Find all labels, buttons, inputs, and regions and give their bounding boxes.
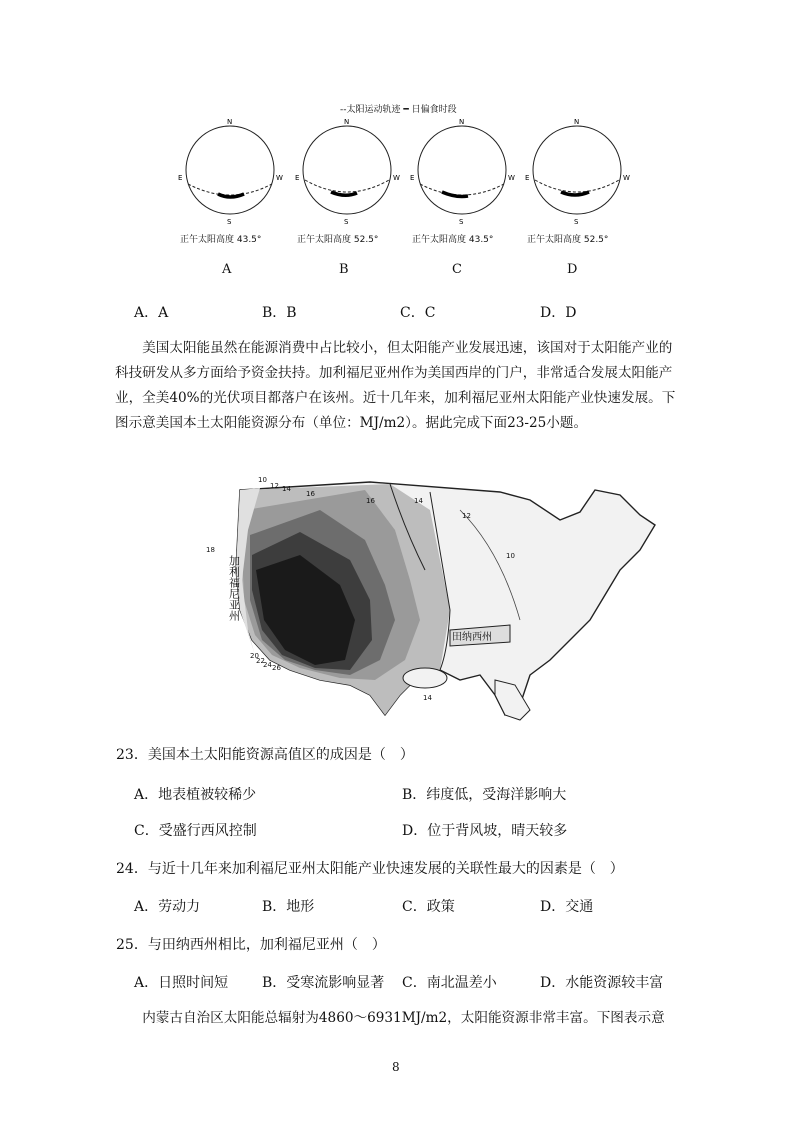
north-label: N <box>227 118 233 126</box>
contour-label: 22 <box>256 657 265 665</box>
contour-label: 10 <box>258 476 267 484</box>
contour-label: 26 <box>272 664 281 672</box>
contour-label: 14 <box>414 497 423 505</box>
q25-option-c[interactable]: C．南北温差小 <box>402 975 497 991</box>
passage-text: 内蒙古自治区太阳能总辐射为4860～6931MJ/m2，太阳能资源非常丰富。下图表示意 <box>142 1010 665 1026</box>
diagram-letter: C <box>452 262 462 277</box>
noon-sun-altitude-caption: 正午太阳高度 43.5° <box>412 235 494 245</box>
south-label: S <box>227 218 232 226</box>
noon-sun-altitude-caption: 正午太阳高度 52.5° <box>297 235 379 245</box>
contour-label: 12 <box>462 512 471 520</box>
south-label: S <box>344 218 349 226</box>
contour-label: 18 <box>206 546 215 554</box>
q25-option-d[interactable]: D．水能资源较丰富 <box>540 975 664 991</box>
noon-sun-altitude-caption: 正午太阳高度 52.5° <box>527 235 609 245</box>
sun-track <box>420 184 504 195</box>
q24-option-a[interactable]: A．劳动力 <box>134 899 201 915</box>
north-label: N <box>574 118 580 126</box>
eclipse-segment <box>331 192 357 195</box>
east-label: E <box>295 174 300 182</box>
q25-option-a[interactable]: A．日照时间短 <box>134 975 229 991</box>
sun-track <box>535 180 619 192</box>
q22-option-c[interactable]: C．C <box>400 305 436 321</box>
contour-label: 10 <box>506 552 515 560</box>
q23-option-d[interactable]: D．位于背风坡，晴天较多 <box>402 823 568 839</box>
north-label: N <box>344 118 350 126</box>
usa-solar-map <box>200 470 670 725</box>
diagram-letter: B <box>339 262 349 277</box>
california-label: 加利福尼亚州 <box>227 555 241 621</box>
q23-option-a[interactable]: A．地表植被较稀少 <box>134 787 257 803</box>
q23-option-b[interactable]: B．纬度低，受海洋影响大 <box>402 787 567 803</box>
sun-path-diagram-c <box>402 118 522 248</box>
q24-option-d[interactable]: D．交通 <box>540 899 594 915</box>
passage-inner-mongolia <box>115 1006 680 1031</box>
q22-option-a[interactable]: A．A <box>134 305 169 321</box>
north-label: N <box>459 118 465 126</box>
west-label: W <box>508 174 515 182</box>
south-label: S <box>574 218 579 226</box>
eclipse-segment <box>218 194 244 197</box>
sun-path-svg <box>517 118 637 230</box>
q24-option-b[interactable]: B．地形 <box>262 899 315 915</box>
east-label: E <box>178 174 183 182</box>
contour-label: 12 <box>270 482 279 490</box>
west-label: W <box>276 174 283 182</box>
q22-option-b[interactable]: B．B <box>262 305 297 321</box>
horizon-circle <box>303 126 391 214</box>
q25-option-b[interactable]: B．受寒流影响显著 <box>262 975 385 991</box>
tennessee-label: 田纳西州 <box>452 632 492 643</box>
sun-path-diagram-a <box>170 118 290 248</box>
contour-label: 20 <box>250 652 259 660</box>
contour-14-loop <box>403 668 447 688</box>
q25-stem: 25．与田纳西州相比，加利福尼亚州（ ） <box>116 937 386 953</box>
east-label: E <box>525 174 530 182</box>
west-label: W <box>623 174 630 182</box>
east-label: E <box>410 174 415 182</box>
passage-text: 美国太阳能虽然在能源消费中占比较小，但太阳能产业发展迅速，该国对于太阳能产业的科技研发从多方面给予资金扶持。加利福尼亚州作为美国西岸的门户，非常适合发展太阳能产业，全美40%的光伏项目都落户在该州。近十几年来，加利福尼亚州太阳能产业快速发展。下图示意美国本土太阳能资源分布（单位：MJ/m2）。据此完成下面23-25小题。 <box>115 340 676 431</box>
sun-path-svg <box>287 118 407 230</box>
sun-track <box>305 180 389 192</box>
west-label: W <box>393 174 400 182</box>
sun-path-diagram-b <box>287 118 407 248</box>
sun-path-svg <box>402 118 522 230</box>
sun-track <box>188 184 272 195</box>
contour-label: 14 <box>423 694 432 702</box>
horizon-circle <box>186 126 274 214</box>
horizon-circle <box>418 126 506 214</box>
contour-label: 16 <box>306 490 315 498</box>
horizon-circle <box>533 126 621 214</box>
sun-path-svg <box>170 118 290 230</box>
q23-option-c[interactable]: C．受盛行西风控制 <box>134 823 257 839</box>
contour-label: 14 <box>282 485 291 493</box>
contour-label: 24 <box>263 661 272 669</box>
south-label: S <box>459 218 464 226</box>
diagram-legend: --太阳运动轨迹 ━ 日偏食时段 <box>340 105 457 115</box>
eclipse-segment <box>442 192 468 197</box>
q24-stem: 24．与近十几年来加利福尼亚州太阳能产业快速发展的关联性最大的因素是（ ） <box>116 861 624 877</box>
passage-solar-usa <box>115 336 680 436</box>
noon-sun-altitude-caption: 正午太阳高度 43.5° <box>180 235 262 245</box>
contour-label: 16 <box>366 497 375 505</box>
page-number: 8 <box>392 1060 400 1074</box>
sun-path-diagram-d <box>517 118 637 248</box>
q22-option-d[interactable]: D．D <box>540 305 577 321</box>
q23-stem: 23．美国本土太阳能资源高值区的成因是（ ） <box>116 747 414 763</box>
diagram-letter: A <box>222 262 232 277</box>
q24-option-c[interactable]: C．政策 <box>402 899 455 915</box>
diagram-letter: D <box>567 262 578 277</box>
